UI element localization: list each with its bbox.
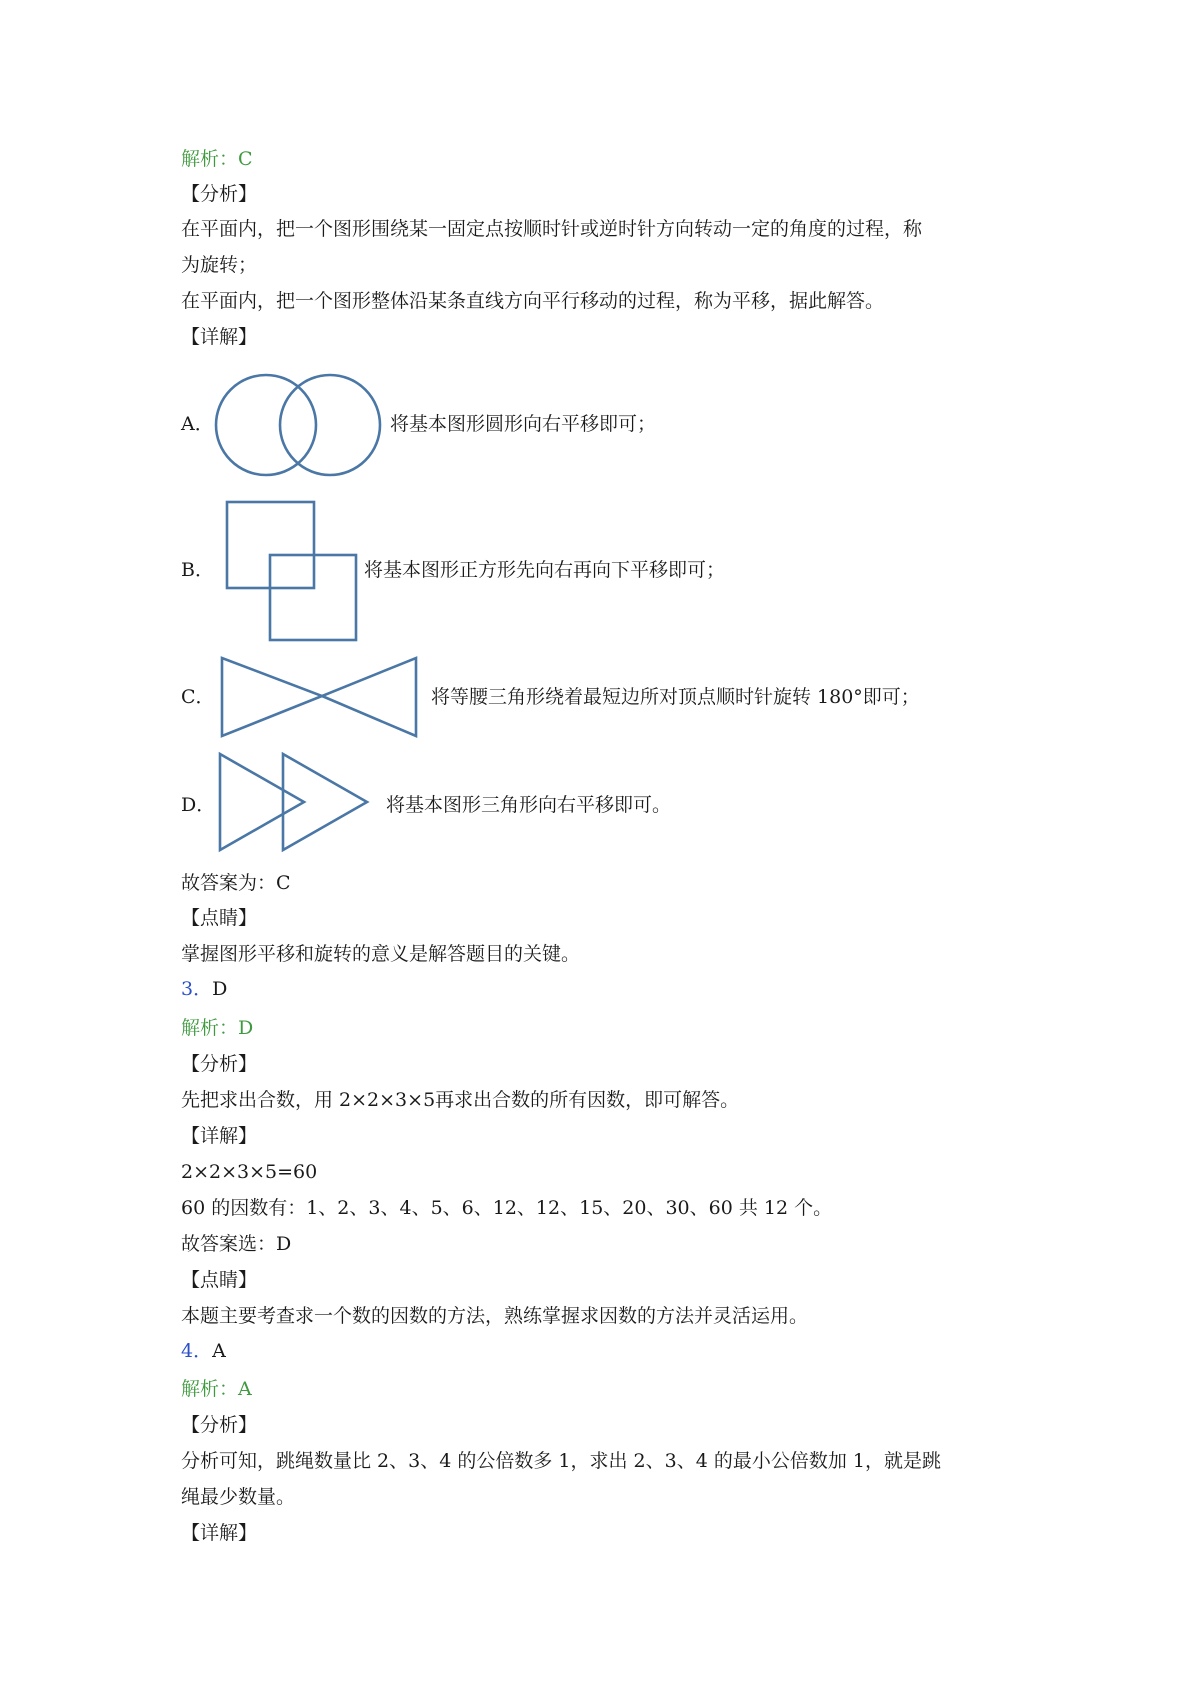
two-overlapping-squares-icon xyxy=(225,500,360,642)
q4-answer-letter: A xyxy=(212,1340,226,1362)
option-b-desc: 将基本图形正方形先向右再向下平移即可； xyxy=(364,559,726,581)
q2-dianjing-title: 【点睛】 xyxy=(181,907,258,929)
q3-answer: 故答案选：D xyxy=(181,1233,292,1255)
q2-jiexi: 解析：C xyxy=(181,148,253,170)
q4-fenxi-line2: 绳最少数量。 xyxy=(181,1486,296,1508)
q2-answer: 故答案为：C xyxy=(181,872,291,894)
q4-number: 4． xyxy=(181,1340,213,1362)
q3-fenxi: 先把求出合数，用 2×2×3×5再求出合数的所有因数，即可解答。 xyxy=(181,1089,740,1111)
option-c-label: C． xyxy=(181,686,215,708)
q3-dianjing: 本题主要考查求一个数的因数的方法，熟练掌握求因数的方法并灵活运用。 xyxy=(181,1305,809,1327)
q4-fenxi-title: 【分析】 xyxy=(181,1414,258,1436)
q2-dianjing: 掌握图形平移和旋转的意义是解答题目的关键。 xyxy=(181,943,581,965)
option-d-label: D． xyxy=(181,794,216,816)
q3-factors: 60 的因数有：1、2、3、4、5、6、12、12、15、20、30、60 共 12 个。 xyxy=(181,1197,833,1219)
bowtie-triangles-icon xyxy=(220,656,420,740)
q3-xiangjie-title: 【详解】 xyxy=(181,1125,258,1147)
q4-heading xyxy=(181,1338,226,1364)
two-overlapping-circles-icon xyxy=(215,372,385,482)
q2-fenxi-title: 【分析】 xyxy=(181,183,258,205)
q2-fenxi-line2: 为旋转； xyxy=(181,254,258,276)
q3-number: 3． xyxy=(181,978,213,1000)
q2-fenxi-line1: 在平面内，把一个图形围绕某一固定点按顺时针或逆时针方向转动一定的角度的过程，称 xyxy=(181,218,923,240)
two-overlapping-triangles-icon xyxy=(218,752,373,854)
option-a-desc: 将基本图形圆形向右平移即可； xyxy=(390,413,657,435)
q2-fenxi-line3: 在平面内，把一个图形整体沿某条直线方向平行移动的过程，称为平移，据此解答。 xyxy=(181,290,885,312)
q3-calc: 2×2×3×5=60 xyxy=(181,1161,318,1183)
q3-jiexi: 解析：D xyxy=(181,1017,254,1039)
q3-answer-letter: D xyxy=(212,978,228,1000)
option-b-label: B． xyxy=(181,559,214,581)
option-c-desc: 将等腰三角形绕着最短边所对顶点顺时针旋转 180°即可； xyxy=(431,686,920,708)
q4-fenxi-line1: 分析可知，跳绳数量比 2、3、4 的公倍数多 1，求出 2、3、4 的最小公倍数加 1，就是跳 xyxy=(181,1450,941,1472)
q2-xiangjie-title: 【详解】 xyxy=(181,326,258,348)
q3-heading xyxy=(181,976,227,1002)
option-a-label: A． xyxy=(181,413,214,435)
q4-jiexi: 解析：A xyxy=(181,1378,252,1400)
option-d-desc: 将基本图形三角形向右平移即可。 xyxy=(386,794,672,816)
q4-xiangjie-title: 【详解】 xyxy=(181,1522,258,1544)
q3-fenxi-title: 【分析】 xyxy=(181,1053,258,1075)
q3-dianjing-title: 【点睛】 xyxy=(181,1269,258,1291)
